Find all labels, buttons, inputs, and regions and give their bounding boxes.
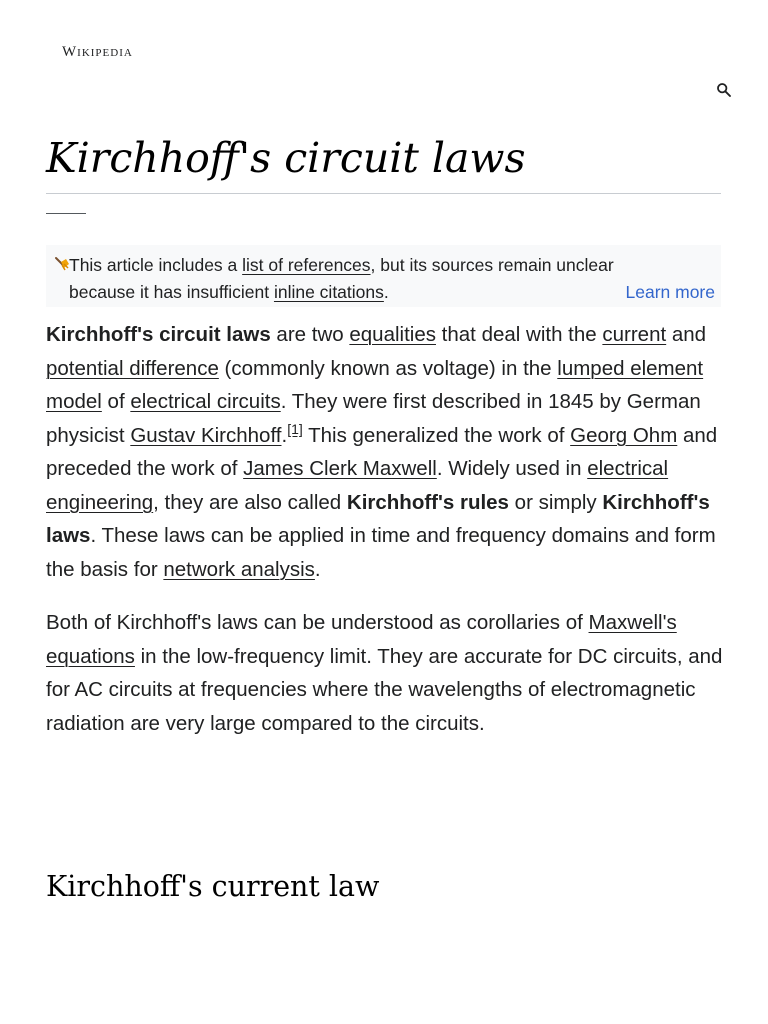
second-paragraph <box>46 606 726 740</box>
notice-text: This article includes a <box>69 255 243 275</box>
toc-divider <box>46 213 86 214</box>
body-text: . <box>281 423 288 447</box>
electrical-engineering-link[interactable]: electrical engineering <box>46 457 669 514</box>
james-clerk-maxwell-link[interactable]: James Clerk Maxwell <box>243 457 437 480</box>
notice-text: , but its sources remain unclear <box>370 255 614 275</box>
body-text: . They were first described in 1845 by German physicist <box>46 390 701 447</box>
list-of-references-link[interactable]: list of references <box>242 255 371 275</box>
body-text: are two <box>270 323 350 346</box>
body-text: in the low-frequency limit. They are accurate for DC circuits, and for AC circuits at frequencies where the wavelengths of electromagnetic radiation are very large compared to the circuits. <box>46 644 723 735</box>
body-text: and <box>666 323 707 346</box>
network-analysis-link[interactable]: network analysis <box>163 557 315 581</box>
notice-text: . <box>383 282 389 302</box>
body-text: This generalized the work of <box>302 423 571 447</box>
current-link[interactable]: current <box>602 323 667 346</box>
body-text: (commonly known as voltage) in the <box>218 356 558 380</box>
references-notice <box>46 245 721 307</box>
body-text: or simply <box>508 490 603 514</box>
citation-ref <box>287 421 303 437</box>
citation-1-link[interactable]: [1] <box>287 420 303 437</box>
bold-term: Kirchhoff's rules <box>346 490 509 514</box>
lumped-element-model-link[interactable]: lumped element model <box>46 356 704 413</box>
notice-text: because it has insufficient <box>69 282 274 302</box>
body-text: and preceded the work of <box>46 423 718 480</box>
search-button[interactable] <box>716 82 736 102</box>
page-title: Kirchhoff's circuit laws <box>46 134 526 182</box>
title-divider <box>46 193 721 194</box>
body-text: , they are also called <box>153 490 347 514</box>
gustav-kirchhoff-link[interactable]: Gustav Kirchhoff <box>130 423 282 447</box>
body-text: Both of Kirchhoff's laws can be understood as corollaries of <box>46 611 589 634</box>
learn-more-link[interactable]: Learn more <box>625 282 715 302</box>
bold-term: Kirchhoff's laws <box>46 490 710 547</box>
body-text: . Widely used in <box>436 457 588 480</box>
body-text: of <box>101 390 131 413</box>
section-heading-current-law[interactable]: Kirchhoff's current law <box>46 870 380 903</box>
potential-difference-link[interactable]: potential difference <box>46 356 219 380</box>
page-header <box>0 0 768 120</box>
georg-ohm-link[interactable]: Georg Ohm <box>570 423 678 447</box>
body-text: that deal with the <box>435 323 603 346</box>
intro-paragraph <box>46 318 726 586</box>
notice-line-2 <box>54 279 715 306</box>
maxwells-equations-link[interactable]: Maxwell's equations <box>46 611 677 668</box>
wikipedia-logo[interactable]: Wikipedia <box>62 44 133 60</box>
broom-icon <box>53 255 71 273</box>
body-text: . <box>314 557 321 581</box>
article-body <box>46 318 726 760</box>
equalities-link[interactable]: equalities <box>349 323 436 346</box>
body-text: . These laws can be applied in time and frequency domains and form the basis for <box>46 524 716 581</box>
inline-citations-link[interactable]: inline citations <box>273 282 384 302</box>
bold-term: Kirchhoff's circuit laws <box>46 323 271 346</box>
notice-line-1 <box>54 252 715 279</box>
search-icon <box>716 82 732 98</box>
electrical-circuits-link[interactable]: electrical circuits <box>130 390 281 413</box>
